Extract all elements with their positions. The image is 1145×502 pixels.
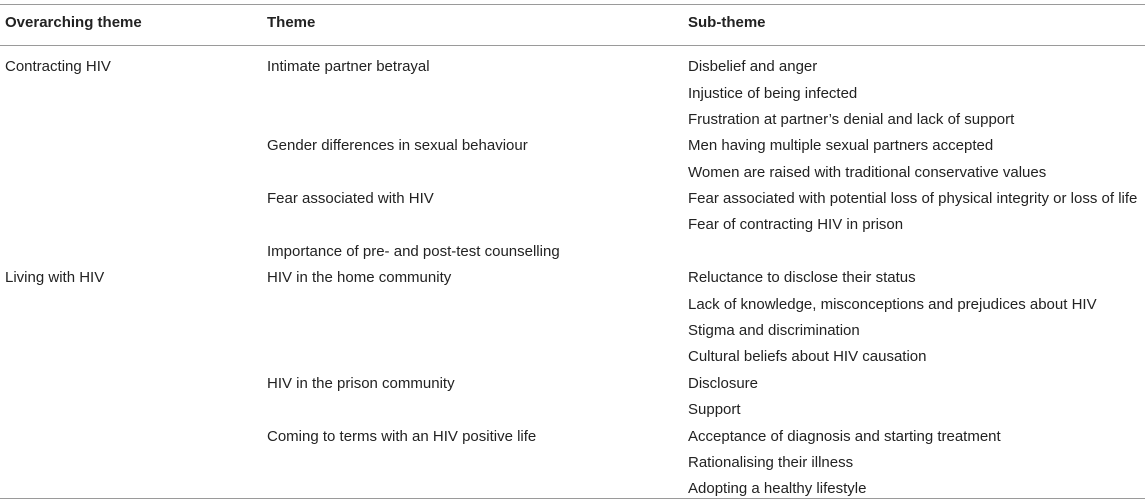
theme-cell: Coming to terms with an HIV positive life: [267, 428, 537, 445]
subtheme-cell: Lack of knowledge, misconceptions and prejudices about HIV: [688, 296, 1097, 313]
subtheme-cell: Reluctance to disclose their status: [688, 269, 916, 286]
header-overarching-theme: Overarching theme: [5, 14, 142, 31]
subtheme-cell: Frustration at partner’s denial and lack of support: [688, 111, 1015, 128]
subtheme-cell: Fear of contracting HIV in prison: [688, 216, 904, 233]
table-top-rule: [0, 4, 1145, 5]
subtheme-cell: Support: [688, 401, 741, 418]
subtheme-cell: Stigma and discrimination: [688, 322, 860, 339]
subtheme-cell: Injustice of being infected: [688, 85, 858, 102]
header-theme: Theme: [267, 14, 316, 31]
subtheme-cell: Disbelief and anger: [688, 58, 818, 75]
header-rule: [0, 45, 1145, 46]
theme-cell: Intimate partner betrayal: [267, 58, 430, 75]
table-bottom-rule: [0, 498, 1145, 499]
subtheme-cell: Adopting a healthy lifestyle: [688, 480, 867, 497]
theme-cell: HIV in the prison community: [267, 375, 455, 392]
overarching-living-with-hiv: Living with HIV: [5, 269, 105, 286]
subtheme-cell: Disclosure: [688, 375, 759, 392]
subtheme-cell: Women are raised with traditional conservative values: [688, 164, 1047, 181]
subtheme-cell: Acceptance of diagnosis and starting treatment: [688, 428, 1001, 445]
theme-cell: Gender differences in sexual behaviour: [267, 137, 528, 154]
header-sub-theme: Sub-theme: [688, 14, 766, 31]
subtheme-cell: Men having multiple sexual partners accepted: [688, 137, 994, 154]
theme-cell: Fear associated with HIV: [267, 190, 434, 207]
overarching-contracting-hiv: Contracting HIV: [5, 58, 111, 75]
subtheme-cell: Fear associated with potential loss of physical integrity or loss of life: [688, 190, 1138, 207]
theme-cell: HIV in the home community: [267, 269, 452, 286]
theme-cell: Importance of pre- and post-test counselling: [267, 243, 560, 260]
subtheme-cell: Cultural beliefs about HIV causation: [688, 348, 927, 365]
subtheme-cell: Rationalising their illness: [688, 454, 854, 471]
